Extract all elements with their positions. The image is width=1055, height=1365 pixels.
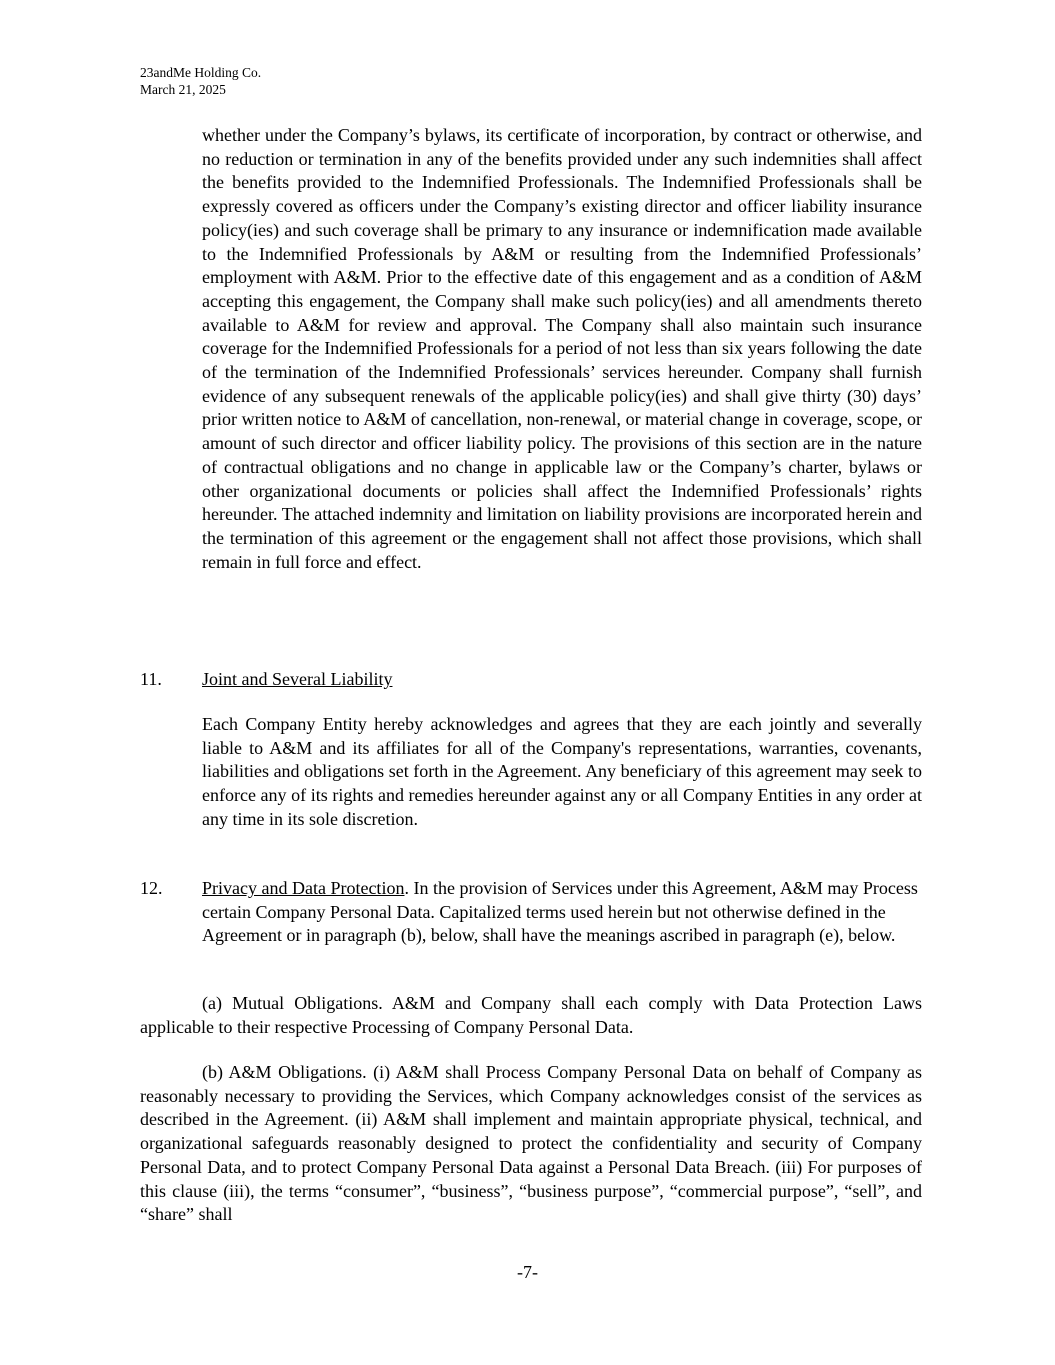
section-12-paragraph-a: (a) Mutual Obligations. A&M and Company shall each comply with Data Protection Laws applicable to their respective Processing of Company Personal Data. xyxy=(140,993,922,1037)
section-11-body: Each Company Entity hereby acknowledges and agrees that they are each jointly and severally liable to A&M and its affiliates for all of the Company's representations, warranties, covenants, liabilities and obligations set forth in the Agreement. Any beneficiary of this agreement may seek to enforce any of its rights and remedies hereunder against any or all Company Entities in any order at any time in its sole discretion. xyxy=(202,714,922,829)
header-company: 23andMe Holding Co. xyxy=(140,65,262,80)
section-11-number: 11. xyxy=(140,669,162,689)
section-12-intro: . In the provision of Services under this Agreement, A&M may Process certain Company Personal Data. Capitalized terms used herein but not otherwise defined in the Agreement or in paragraph (b), below, shall have the meanings ascribed in paragraph (e), below. xyxy=(202,878,918,946)
page-header xyxy=(140,64,261,98)
header-date: March 21, 2025 xyxy=(140,82,226,97)
page-number: -7- xyxy=(517,1262,538,1282)
section-12-heading: Privacy and Data Protection xyxy=(202,878,405,898)
section-12-paragraph-b: (b) A&M Obligations. (i) A&M shall Process Company Personal Data on behalf of Company as reasonably necessary to providing the Services, which Company acknowledges consist of the services as described in the Agreement. (ii) A&M shall implement and maintain appropriate physical, technical, and organizational safeguards reasonably designed to protect the confidentiality and security of Company Personal Data, and to protect Company Personal Data against a Personal Data Breach. (iii) For purposes of this clause (iii), the terms “consumer”, “business”, “business purpose”, “commercial purpose”, “sell”, and “share” shall xyxy=(140,1062,922,1225)
continuation-paragraph: whether under the Company’s bylaws, its certificate of incorporation, by contract or otherwise, and no reduction or termination in any of the benefits provided under any such indemnities shall affect the benefits provided to the Indemnified Professionals. The Indemnified Professionals shall be expressly covered as officers under the Company’s existing director and officer liability insurance policy(ies) and such coverage shall be primary to any insurance or indemnification made available to the Indemnified Professionals by A&M or resulting from the Indemnified Professionals’ employment with A&M. Prior to the effective date of this engagement and as a condition of A&M accepting this engagement, the Company shall make such policy(ies) and all amendments thereto available to A&M for review and approval. The Company shall also maintain such insurance coverage for the Indemnified Professionals for a period of not less than six years following the date of the termination of the Indemnified Professionals’ services hereunder. Company shall furnish evidence of any subsequent renewals of the applicable policy(ies) and shall give thirty (30) days’ prior written notice to A&M of cancellation, non-renewal, or material change in coverage, scope, or amount of such director and officer liability policy. The provisions of this section are in the nature of contractual obligations and no change in applicable law or the Company’s charter, bylaws or other organizational documents or policies shall affect the Indemnified Professionals’ rights hereunder. The attached indemnity and limitation on liability provisions are incorporated herein and the termination of this agreement or the engagement shall not affect those provisions, which shall remain in full force and effect. xyxy=(202,125,922,572)
section-12-intro-paragraph xyxy=(202,877,922,948)
section-11-heading: Joint and Several Liability xyxy=(202,669,393,689)
section-12-number: 12. xyxy=(140,878,163,898)
